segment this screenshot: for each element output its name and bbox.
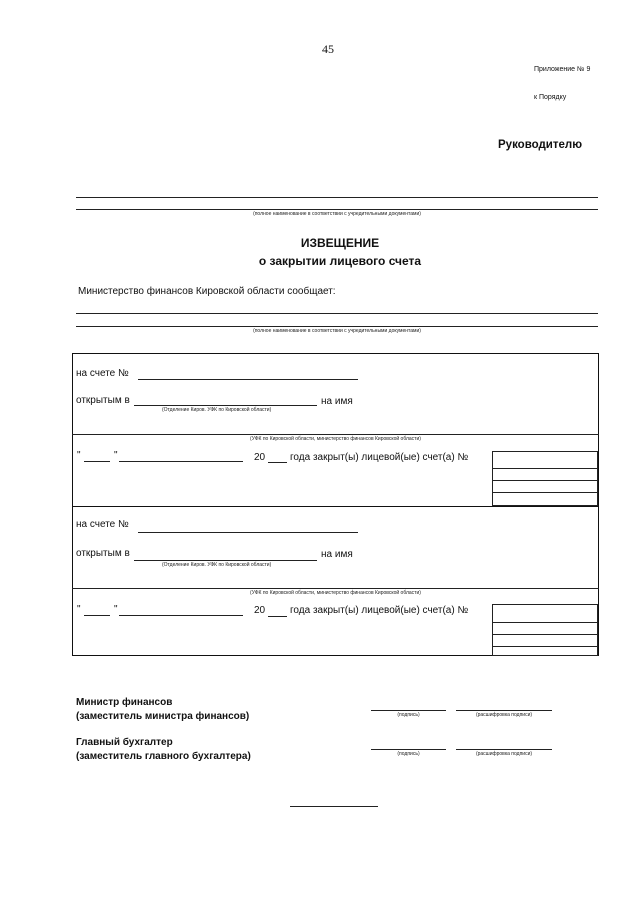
closed-accounts-label: года закрыт(ы) лицевой(ые) счет(а) № (290, 452, 469, 463)
signature-caption: (подпись) (397, 751, 420, 757)
date-quote-open: " (77, 604, 81, 615)
addressee-line-1 (76, 197, 598, 198)
reporter-text: Министерство финансов Кировской области сообщает: (78, 286, 336, 297)
signature-decode-field[interactable] (456, 710, 552, 711)
signature-decode-field[interactable] (456, 749, 552, 750)
reporter-caption: (полное наименование в соответствии с учредительными документами) (253, 328, 421, 334)
addressee-line-2 (76, 209, 598, 210)
account-number-field[interactable] (138, 379, 358, 380)
signature-field[interactable] (371, 749, 446, 750)
reporter-line-1 (76, 313, 598, 314)
grid-row[interactable] (493, 646, 597, 647)
appendix-reference: к Порядку (534, 94, 567, 101)
date-month-field[interactable] (119, 615, 243, 616)
name-label: на имя (321, 549, 353, 560)
closed-accounts-label: года закрыт(ы) лицевой(ые) счет(а) № (290, 605, 469, 616)
owner-caption: (УФК по Кировской области, министерство финансов Кировской области) (250, 436, 421, 442)
closed-accounts-grid (492, 604, 598, 656)
reporter-line-2 (76, 326, 598, 327)
date-month-field[interactable] (119, 461, 243, 462)
signatory-title: Министр финансов (76, 697, 173, 708)
document-title: ИЗВЕЩЕНИЕ (300, 236, 380, 250)
date-day-field[interactable] (84, 615, 110, 616)
block-separator (72, 506, 599, 507)
opened-at-caption: (Отделение Киров. УФК по Кировской области) (162, 562, 272, 568)
owner-field[interactable] (72, 588, 599, 589)
signature-decode-caption: (расшифровка подписи) (475, 751, 533, 757)
signatory-title: Главный бухгалтер (76, 737, 173, 748)
signature-caption: (подпись) (397, 712, 420, 718)
grid-row[interactable] (493, 480, 597, 481)
document-subtitle: о закрытии лицевого счета (258, 254, 422, 268)
grid-row[interactable] (493, 634, 597, 635)
account-number-label: на счете № (76, 368, 129, 379)
owner-field[interactable] (72, 434, 599, 435)
opened-at-caption: (Отделение Киров. УФК по Кировской области) (162, 407, 272, 413)
signature-field[interactable] (371, 710, 446, 711)
opened-at-field[interactable] (134, 560, 317, 561)
opened-at-label: открытым в (76, 548, 130, 559)
account-number-label: на счете № (76, 519, 129, 530)
signatory-subtitle: (заместитель министра финансов) (76, 711, 250, 722)
signature-decode-caption: (расшифровка подписи) (475, 712, 533, 718)
date-quote-close: " (114, 450, 118, 461)
grid-row[interactable] (493, 622, 597, 623)
date-quote-open: " (77, 450, 81, 461)
closing-rule (290, 806, 378, 807)
addressee-caption: (полное наименование в соответствии с учредительными документами) (253, 211, 421, 217)
year-prefix: 20 (254, 452, 266, 463)
account-number-field[interactable] (138, 532, 358, 533)
addressee: Руководителю (498, 139, 583, 151)
signatory-subtitle: (заместитель главного бухгалтера) (76, 751, 251, 762)
owner-caption: (УФК по Кировской области, министерство финансов Кировской области) (250, 590, 421, 596)
date-day-field[interactable] (84, 461, 110, 462)
date-quote-close: " (114, 604, 118, 615)
closed-accounts-grid (492, 451, 598, 506)
page-number: 45 (322, 42, 334, 56)
appendix-number: Приложение № 9 (534, 66, 591, 73)
grid-row[interactable] (493, 492, 597, 493)
date-year-field[interactable] (268, 616, 287, 617)
grid-row[interactable] (493, 468, 597, 469)
name-label: на имя (321, 396, 353, 407)
opened-at-field[interactable] (134, 405, 317, 406)
opened-at-label: открытым в (76, 395, 130, 406)
date-year-field[interactable] (268, 462, 287, 463)
year-prefix: 20 (254, 605, 266, 616)
